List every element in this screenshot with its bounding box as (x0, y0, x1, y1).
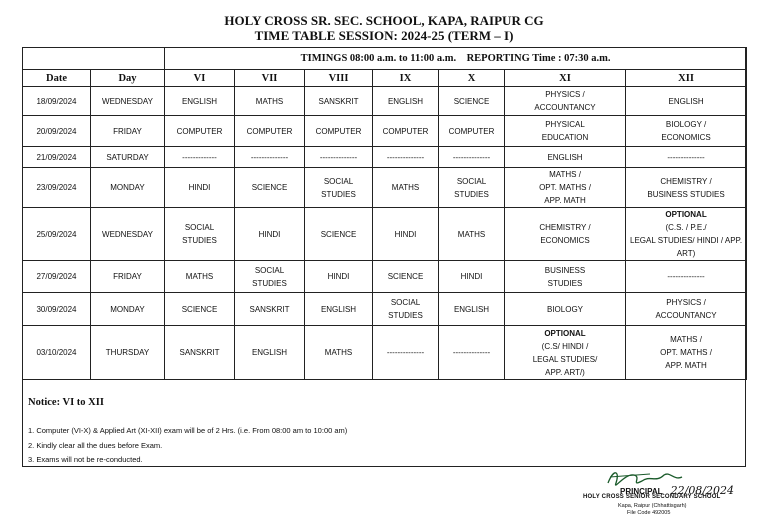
table-row (23, 293, 747, 326)
cell-text: 25/09/2024 (36, 229, 77, 239)
cell-text: MONDAY (110, 304, 145, 314)
table-row (23, 116, 747, 147)
table-cell (91, 87, 165, 116)
table-cell (23, 326, 91, 380)
cell-text: ENGLISH (668, 96, 704, 106)
column-header: Day (91, 70, 165, 87)
timings-text: TIMINGS 08:00 a.m. to 11:00 a.m. REPORTING Time : 07:30 a.m. (165, 48, 747, 70)
cell-text: 03/10/2024 (36, 348, 77, 357)
cell-text: MATHS (255, 96, 284, 106)
cell-text: (C.S. / P.E./ LEGAL STUDIES/ HINDI / APP. ART) (630, 223, 743, 258)
cell-text: FRIDAY (113, 272, 142, 281)
table-cell (505, 147, 626, 168)
cell-text: CHEMISTRY / ECONOMICS (539, 223, 591, 245)
cell-text: -------------- (386, 348, 425, 357)
cell-text: SANSKRIT (179, 348, 220, 357)
cell-text: SOCIAL STUDIES (454, 176, 489, 199)
cell-text: -------------- (319, 152, 358, 162)
table-cell (373, 326, 439, 380)
table-cell (373, 208, 439, 261)
table-cell (505, 168, 626, 208)
cell-text: SCIENCE (181, 304, 218, 314)
note-item: 3. Exams will not be re-conducted. (28, 455, 143, 464)
timetable (22, 47, 747, 380)
header-row (23, 70, 747, 87)
note-item: 1. Computer (VI-X) & Applied Art (XI-XII) exam will be of 2 Hrs. (i.e. From 08:00 am to 10:00 am) (28, 426, 348, 435)
table-cell (373, 261, 439, 293)
table-cell (165, 168, 235, 208)
table-cell (626, 87, 747, 116)
table-cell (23, 168, 91, 208)
school-stamp-code: File Code 492005 (627, 510, 671, 516)
cell-text: (C.S/ HINDI / LEGAL STUDIES/ APP. ART/) (532, 341, 598, 377)
table-cell (165, 326, 235, 380)
table-cell (165, 208, 235, 261)
cell-text: 20/09/2024 (36, 126, 77, 136)
table-cell (373, 87, 439, 116)
cell-text: MONDAY (110, 183, 145, 192)
cell-text: SOCIAL STUDIES (321, 176, 356, 199)
cell-text: BIOLOGY (546, 304, 583, 314)
cell-text: SCIENCE (251, 183, 288, 192)
cell-text: ENGLISH (251, 348, 288, 357)
school-stamp-name: HOLY CROSS SENIOR SECONDARY SCHOOL (583, 494, 721, 500)
cell-text: THURSDAY (105, 348, 150, 357)
table-cell (23, 116, 91, 147)
cell-text: ENGLISH (387, 96, 424, 106)
cell-text: -------------- (386, 152, 425, 162)
table-cell (23, 87, 91, 116)
table-cell (439, 168, 505, 208)
table-cell (505, 293, 626, 326)
table-cell (91, 293, 165, 326)
table-cell (91, 261, 165, 293)
column-header: X (439, 70, 505, 87)
column-header: XII (626, 70, 747, 87)
table-cell (373, 293, 439, 326)
optional-label: OPTIONAL (665, 210, 707, 219)
cell-text: SANSKRIT (249, 304, 290, 314)
table-cell (305, 116, 373, 147)
cell-text: SCIENCE (387, 272, 424, 281)
cell-text: MATHS (324, 348, 353, 357)
table-cell (373, 116, 439, 147)
notice-title: Notice: VI to XII (28, 397, 104, 408)
cell-text: BUSINESS STUDIES (544, 265, 586, 288)
table-cell (626, 326, 747, 380)
table-cell (235, 293, 305, 326)
cell-text: PHYSICS / ACCOUNTANCY (655, 298, 717, 320)
cell-text: HINDI (394, 229, 417, 239)
column-header: XI (505, 70, 626, 87)
cell-text: MATHS / OPT. MATHS / APP. MATH (539, 170, 591, 205)
table-cell (626, 261, 747, 293)
column-header: Date (23, 70, 91, 87)
table-cell (91, 168, 165, 208)
table-cell (626, 293, 747, 326)
cell-text: ENGLISH (181, 96, 218, 106)
table-cell (305, 168, 373, 208)
table-cell (91, 147, 165, 168)
table-row (23, 87, 747, 116)
column-header: VIII (305, 70, 373, 87)
cell-text: SCIENCE (453, 96, 490, 106)
table-cell (505, 116, 626, 147)
table-cell (23, 147, 91, 168)
cell-text: SOCIAL STUDIES (388, 298, 423, 320)
table-cell (505, 326, 626, 380)
table-cell (373, 147, 439, 168)
cell-text: HINDI (258, 229, 281, 239)
cell-text: SATURDAY (106, 152, 149, 162)
table-row (23, 147, 747, 168)
table-cell (626, 116, 747, 147)
table-cell (305, 261, 373, 293)
table-cell (439, 326, 505, 380)
cell-text: HINDI (327, 272, 350, 281)
table-cell (235, 116, 305, 147)
cell-text: COMPUTER (382, 126, 429, 136)
table-cell (439, 116, 505, 147)
cell-text: ENGLISH (320, 304, 357, 314)
cell-text: 30/09/2024 (36, 304, 77, 314)
cell-text: ENGLISH (453, 304, 490, 314)
table-cell (23, 293, 91, 326)
table-row (23, 168, 747, 208)
table-cell (165, 293, 235, 326)
signature-date: 22/08/2024 (670, 484, 735, 497)
table-cell (91, 116, 165, 147)
table-cell (626, 147, 747, 168)
cell-text: -------------- (250, 152, 289, 162)
table-cell (439, 293, 505, 326)
cell-text: FRIDAY (113, 126, 142, 136)
table-cell (235, 261, 305, 293)
table-cell (165, 116, 235, 147)
table-cell (439, 261, 505, 293)
table-cell (165, 147, 235, 168)
table-cell (91, 326, 165, 380)
cell-text: COMPUTER (176, 126, 223, 136)
cell-text: PHYSICS / ACCOUNTANCY (534, 90, 596, 112)
cell-text: 27/09/2024 (36, 272, 77, 281)
cell-text: ENGLISH (547, 152, 583, 162)
timetable-subtitle: TIME TABLE SESSION: 2024-25 (TERM – I) (254, 28, 514, 43)
table-cell (235, 147, 305, 168)
cell-text: SCIENCE (320, 229, 357, 239)
cell-text: ------------- (182, 152, 217, 162)
cell-text: CHEMISTRY / BUSINESS STUDIES (647, 176, 725, 199)
table-cell (505, 208, 626, 261)
column-header: VI (165, 70, 235, 87)
table-cell (305, 293, 373, 326)
table-cell (91, 208, 165, 261)
table-cell (373, 168, 439, 208)
cell-text: -------------- (452, 348, 491, 357)
school-stamp-address: Kapa, Raipur (Chhattisgarh) (618, 503, 687, 509)
table-cell (439, 147, 505, 168)
cell-text: 21/09/2024 (36, 152, 77, 162)
timings-row (23, 48, 747, 70)
cell-text: -------------- (667, 272, 705, 281)
cell-text: 23/09/2024 (36, 183, 77, 192)
notes-list (28, 424, 347, 468)
table-cell (439, 208, 505, 261)
table-cell (305, 87, 373, 116)
table-cell (235, 168, 305, 208)
cell-text: 18/09/2024 (36, 96, 77, 106)
cell-text: PHYSICAL EDUCATION (541, 120, 589, 142)
principal-label: PRINCIPAL 22/08/2024 (620, 484, 735, 497)
table-cell (439, 87, 505, 116)
table-row (23, 208, 747, 261)
table-cell (505, 261, 626, 293)
table-row (23, 326, 747, 380)
table-cell (505, 87, 626, 116)
school-title: HOLY CROSS SR. SEC. SCHOOL, KAPA, RAIPUR CG (224, 13, 544, 28)
table-cell (305, 147, 373, 168)
table-cell (626, 168, 747, 208)
cell-text: MATHS (457, 229, 486, 239)
cell-text: WEDNESDAY (102, 96, 153, 106)
table-cell (235, 87, 305, 116)
note-item: 2. Kindly clear all the dues before Exam. (28, 440, 163, 450)
column-header: VII (235, 70, 305, 87)
cell-text: MATHS / OPT. MATHS / APP. MATH (660, 335, 712, 370)
table-cell (165, 261, 235, 293)
column-header: IX (373, 70, 439, 87)
table-cell (165, 87, 235, 116)
cell-text: SOCIAL STUDIES (252, 265, 287, 288)
cell-text: COMPUTER (448, 126, 495, 136)
cell-text: MATHS (185, 272, 214, 281)
cell-text: HINDI (460, 272, 483, 281)
table-cell (235, 208, 305, 261)
cell-text: BIOLOGY / ECONOMICS (661, 120, 711, 142)
table-cell (305, 208, 373, 261)
cell-text: SOCIAL STUDIES (182, 223, 217, 245)
table-cell (23, 261, 91, 293)
cell-text: MATHS (391, 183, 420, 192)
cell-text: COMPUTER (246, 126, 293, 136)
table-cell (626, 208, 747, 261)
table-cell (23, 208, 91, 261)
cell-text: HINDI (188, 183, 211, 192)
cell-text: WEDNESDAY (102, 229, 153, 239)
optional-label: OPTIONAL (544, 328, 586, 338)
cell-text: SANSKRIT (318, 96, 359, 106)
cell-text: COMPUTER (315, 126, 362, 136)
table-row (23, 261, 747, 293)
cell-text: -------------- (452, 152, 491, 162)
cell-text: -------------- (667, 152, 705, 162)
table-cell (305, 326, 373, 380)
table-cell (235, 326, 305, 380)
